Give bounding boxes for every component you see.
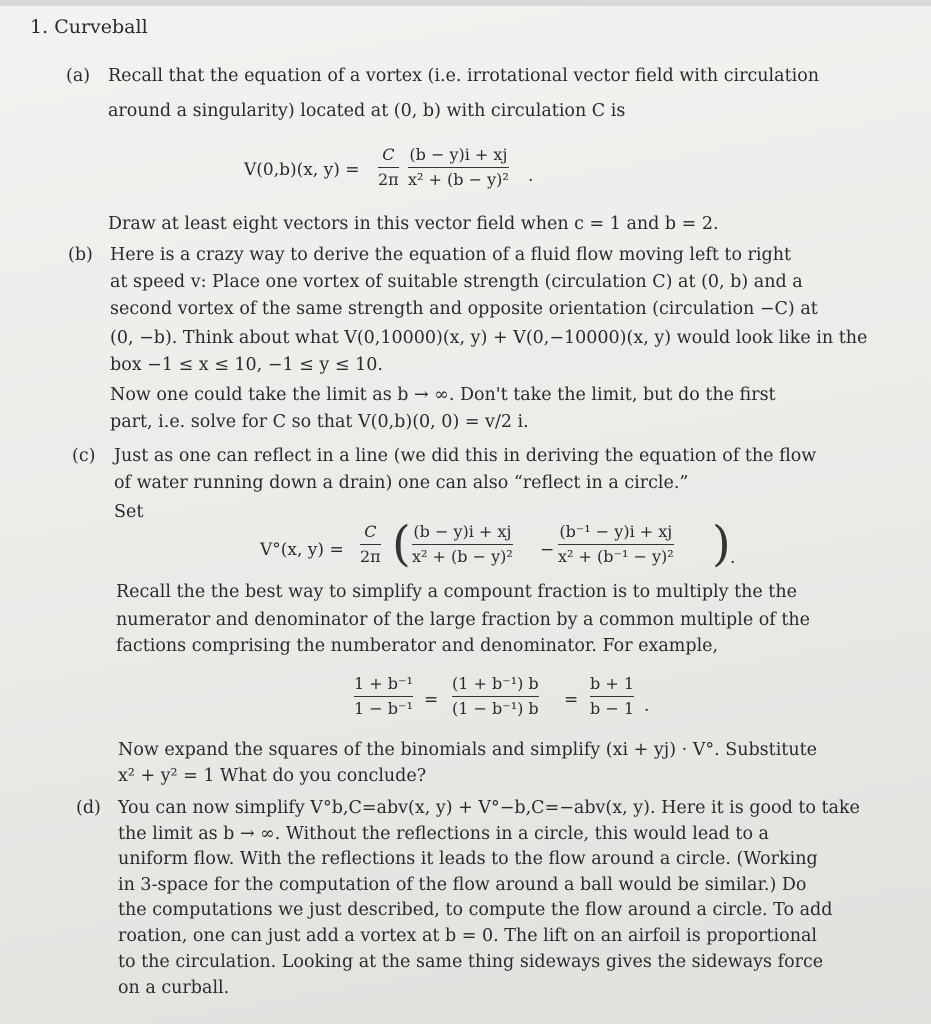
part-a-line-1: Recall that the equation of a vortex (i.e. irrotational vector field with circulation [108,66,820,86]
part-a-frac-den: x² + (b − y)² [408,170,509,189]
part-c-expand-1: Now expand the squares of the binomials and simplify (xi + yj) · V°. Substitute [118,740,817,760]
part-a-label: (a) [66,66,91,86]
part-b-line-5: box −1 ≤ x ≤ 10, −1 ≤ y ≤ 10. [110,355,383,375]
page-top-edge [0,0,931,6]
fraction-bar [408,167,509,168]
fraction-bar [378,167,399,168]
example-f1-den: 1 − b⁻¹ [354,699,413,718]
part-c-label: (c) [72,446,96,466]
example-end: . [644,696,650,716]
part-c-line-2: of water running down a drain) one can also “reflect in a circle.” [114,473,689,493]
part-c-coef-den: 2π [360,547,381,566]
part-c-line-1: Just as one can reflect in a line (we did this in deriving the equation of the flow [114,446,817,466]
part-c-f1-num: (b − y)i + xj [413,522,512,541]
part-c-expand-2: x² + y² = 1 What do you conclude? [118,766,427,786]
part-c-f2-num: (b⁻¹ − y)i + xj [559,522,673,541]
part-b-line-3: second vortex of the same strength and opposite orientation (circulation −C) at [110,299,818,319]
part-a-eq-fraction [408,145,509,190]
part-d-line-6: roation, one can just add a vortex at b = 0. The lift on an airfoil is proportional [118,926,817,946]
fraction-bar [412,544,513,545]
part-d-line-8: on a curball. [118,978,230,998]
part-a-eq-coefficient [378,145,399,190]
part-c-eq-coefficient [360,522,381,567]
example-f2-num: (1 + b⁻¹) b [452,674,539,693]
right-paren-icon: ) [712,516,731,572]
problem-title: Curveball [54,16,148,38]
part-a-line-2: around a singularity) located at (0, b) with circulation C is [108,101,626,121]
fraction-bar [452,696,539,697]
part-c-recall-1: Recall the the best way to simplify a compount fraction is to multiply the the [116,582,797,602]
part-d-label: (d) [76,798,101,818]
part-b-line-4: (0, −b). Think about what V(0,10000)(x, y) + V(0,−10000)(x, y) would look like in the [110,328,868,348]
part-c-set: Set [114,502,144,522]
example-equals-2: = [564,690,579,710]
example-fraction-1 [354,674,413,719]
example-f1-num: 1 + b⁻¹ [354,674,413,693]
example-f3-den: b − 1 [590,699,634,718]
part-a-draw-instruction: Draw at least eight vectors in this vector field when c = 1 and b = 2. [108,214,719,234]
example-f2-den: (1 − b⁻¹) b [452,699,539,718]
part-a-frac-num: (b − y)i + xj [409,145,508,164]
example-fraction-2 [452,674,539,719]
fraction-bar [558,544,674,545]
part-b-label: (b) [68,245,93,265]
part-c-eq-end: . [730,548,736,568]
part-d-line-2: the limit as b → ∞. Without the reflections in a circle, this would lead to a [118,824,769,844]
part-a-coef-den: 2π [378,170,399,189]
part-a-coef-num: C [382,145,395,164]
part-d-line-4: in 3-space for the computation of the flow around a ball would be similar.) Do [118,875,807,895]
part-b-line-7: part, i.e. solve for C so that V(0,b)(0, 0) = v/2 i. [110,412,529,432]
part-d-line-3: uniform flow. With the reflections it leads to the flow around a circle. (Working [118,849,818,869]
part-c-recall-3: factions comprising the numberator and denominator. For example, [116,636,719,656]
part-d-line-5: the computations we just described, to compute the flow around a circle. To add [118,900,833,920]
fraction-bar [590,696,634,697]
part-c-equation-lhs: V°(x, y) = [260,540,344,560]
part-b-line-2: at speed v: Place one vortex of suitable strength (circulation C) at (0, b) and a [110,272,803,292]
problem-heading [30,16,148,38]
part-c-f2-den: x² + (b⁻¹ − y)² [558,547,674,566]
example-equals-1: = [424,690,439,710]
part-a-eq-end: . [528,166,534,186]
fraction-bar [354,696,413,697]
part-b-line-6: Now one could take the limit as b → ∞. Don't take the limit, but do the first [110,385,776,405]
part-c-eq-fraction-2 [558,522,674,567]
part-d-line-1: You can now simplify V°b,C=abv(x, y) + V°−b,C=−abv(x, y). Here it is good to take [118,798,860,818]
example-f3-num: b + 1 [590,674,634,693]
part-b-line-1: Here is a crazy way to derive the equation of a fluid flow moving left to right [110,245,792,265]
part-c-eq-minus: − [540,540,555,560]
part-c-coef-num: C [364,522,377,541]
problem-number: 1. [30,16,49,38]
part-a-equation-lhs: V(0,b)(x, y) = [244,160,360,180]
part-c-eq-fraction-1 [412,522,513,567]
part-c-recall-2: numerator and denominator of the large fraction by a common multiple of the [116,610,810,630]
part-d-line-7: to the circulation. Looking at the same thing sideways gives the sideways force [118,952,824,972]
example-fraction-3 [590,674,634,719]
left-paren-icon: ( [392,516,411,572]
fraction-bar [360,544,381,545]
part-c-f1-den: x² + (b − y)² [412,547,513,566]
